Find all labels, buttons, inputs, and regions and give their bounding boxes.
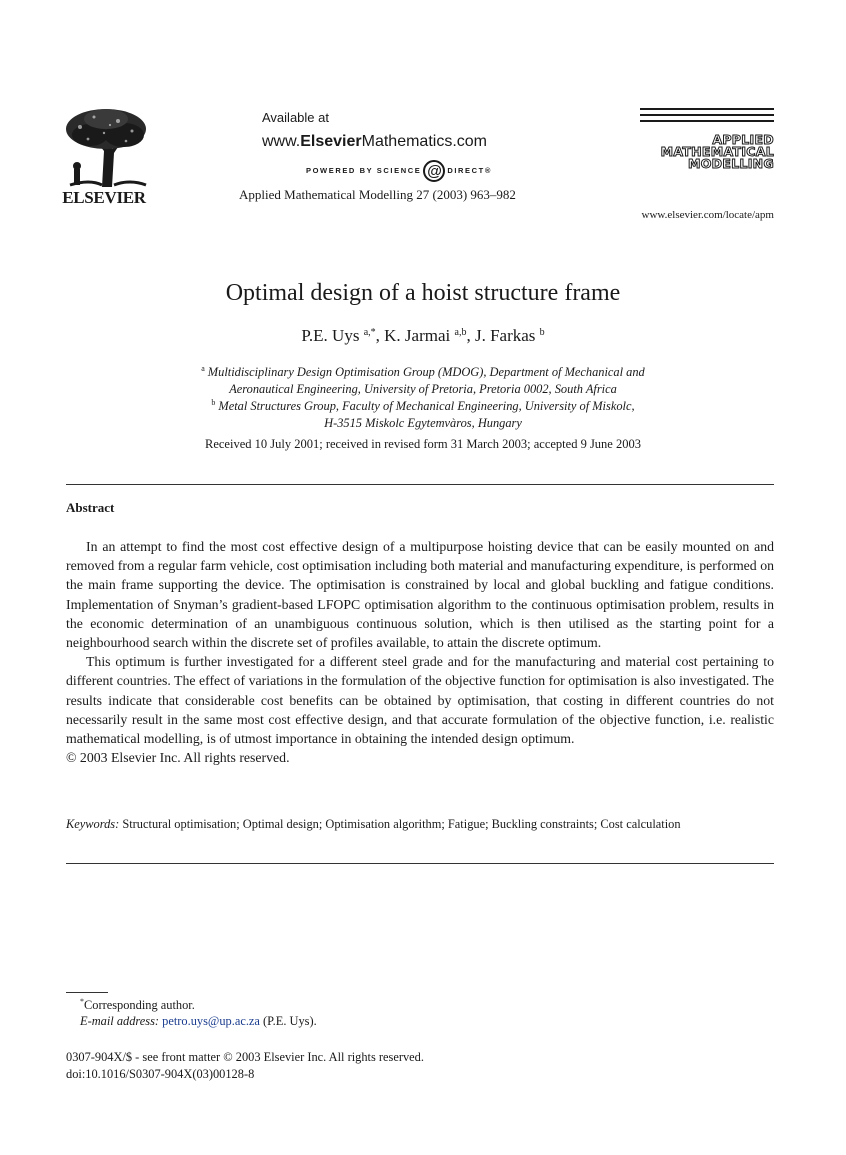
author-separator: , bbox=[466, 326, 475, 345]
keywords-list: Structural optimisation; Optimal design; Optimisation algorithm; Fatigue; Buckling constraints; Cost calculation bbox=[122, 817, 681, 831]
powered-by-sciencedirect bbox=[306, 160, 492, 182]
author-name: K. Jarmai bbox=[384, 326, 451, 345]
journal-logo-text bbox=[640, 134, 774, 170]
author-affiliation-marks[interactable]: b bbox=[539, 327, 545, 338]
doi-link[interactable]: doi:10.1016/S0307-904X(03)00128-8 bbox=[66, 1067, 255, 1081]
journal-url-link[interactable]: www.elsevier.com/locate/apm bbox=[641, 209, 774, 221]
affiliation-a bbox=[0, 360, 846, 398]
author-affiliation-marks[interactable]: a,b bbox=[454, 327, 467, 338]
affiliation-line: Aeronautical Engineering, University of Pretoria, Pretoria 0002, South Africa bbox=[229, 382, 617, 396]
affiliation-line: Multidisciplinary Design Optimisation Group (MDOG), Department of Mechanical and bbox=[207, 365, 645, 379]
affiliation-mark: a bbox=[201, 364, 205, 373]
divider bbox=[66, 863, 774, 864]
author-affiliation-marks[interactable]: a,* bbox=[363, 327, 376, 338]
abstract-paragraph: In an attempt to find the most cost effective design of a multipurpose hoisting device that can be easily mounted on and removed from a regular farm vehicle, cost optimisation including both material and manufacturing expenditure, is performed on the main frame supporting the device. The optimisation is constrained by local and global buckling and fatigue conditions. Implementation of Snyman’s gradient-based LFOPC optimisation algorithm to the continuous optimisation problem, results in the economic determination of an unambiguous continuous solution, which is then utilised as the starting point for a neighbourhood search within the discrete set of profiles available, to attain the discrete optimum. bbox=[66, 539, 774, 651]
powered-by-right: DIRECT® bbox=[447, 165, 492, 175]
email-note bbox=[80, 1014, 317, 1029]
paper-title: Optimal design of a hoist structure frame bbox=[225, 280, 621, 306]
author-separator: , bbox=[375, 326, 385, 345]
portal-url-prefix: www. bbox=[262, 133, 301, 150]
journal-logo-line: MATHEMATICAL bbox=[660, 144, 774, 159]
email-link[interactable]: petro.uys@up.ac.za bbox=[162, 1014, 260, 1028]
author-list bbox=[0, 326, 846, 346]
journal-logo-line: APPLIED bbox=[712, 132, 774, 147]
journal-logo-line: MODELLING bbox=[688, 156, 774, 171]
journal-citation: Applied Mathematical Modelling 27 (2003) 963–982 bbox=[239, 187, 516, 202]
journal-logo-rule bbox=[640, 114, 774, 116]
affiliation-mark: b bbox=[211, 398, 216, 407]
footnote-rule bbox=[66, 992, 108, 993]
footnote-mark: * bbox=[80, 997, 84, 1006]
journal-logo-rule bbox=[640, 108, 774, 110]
abstract-body bbox=[66, 537, 774, 767]
abstract-heading: Abstract bbox=[66, 500, 115, 515]
affiliation-b bbox=[0, 394, 846, 432]
portal-url-brand: Elsevier bbox=[300, 133, 362, 150]
available-at-label: Available at bbox=[262, 110, 329, 125]
received-dates: Received 10 July 2001; received in revised form 31 March 2003; accepted 9 June 2003 bbox=[205, 437, 641, 451]
keywords-label: Keywords: bbox=[66, 817, 120, 831]
email-label: E-mail address: bbox=[80, 1014, 160, 1028]
divider bbox=[66, 484, 774, 485]
portal-url-suffix: Mathematics.com bbox=[361, 133, 487, 150]
publisher-name: ELSEVIER bbox=[62, 188, 146, 207]
front-matter-note: 0307-904X/$ - see front matter © 2003 Elsevier Inc. All rights reserved. bbox=[66, 1050, 424, 1064]
author-name: J. Farkas bbox=[474, 326, 536, 345]
keywords bbox=[66, 816, 774, 833]
abstract-copyright: © 2003 Elsevier Inc. All rights reserved. bbox=[66, 750, 290, 766]
affiliation-line: H-3515 Miskolc Egytemvàros, Hungary bbox=[324, 416, 522, 430]
corresponding-author-note bbox=[80, 997, 195, 1013]
powered-by-left: POWERED BY SCIENCE bbox=[306, 165, 422, 175]
journal-logo-rule bbox=[640, 120, 774, 122]
sciencedirect-at-icon: @ bbox=[423, 160, 445, 182]
corresponding-author-text: Corresponding author. bbox=[84, 998, 195, 1012]
abstract-paragraph: This optimum is further investigated for a different steel grade and for the manufacturing and material cost pertaining to different countries. The effect of variations in the formulation of the objective function for optimisation is also investigated. The results indicate that considerable cost benefits can be obtained by optimisation, that costing in different countries do not necessarily result in the same most cost effective design, and that accurate formulation of the objective function, i.e. realistic mathematical modelling, is of utmost importance in obtaining the intended design optimum. bbox=[66, 654, 774, 747]
email-owner: (P.E. Uys). bbox=[263, 1014, 317, 1028]
affiliation-line: Metal Structures Group, Faculty of Mechanical Engineering, University of Miskolc, bbox=[218, 399, 635, 413]
journal-logo bbox=[640, 108, 774, 170]
author-name: P.E. Uys bbox=[301, 326, 360, 345]
portal-url-link[interactable] bbox=[262, 133, 487, 151]
